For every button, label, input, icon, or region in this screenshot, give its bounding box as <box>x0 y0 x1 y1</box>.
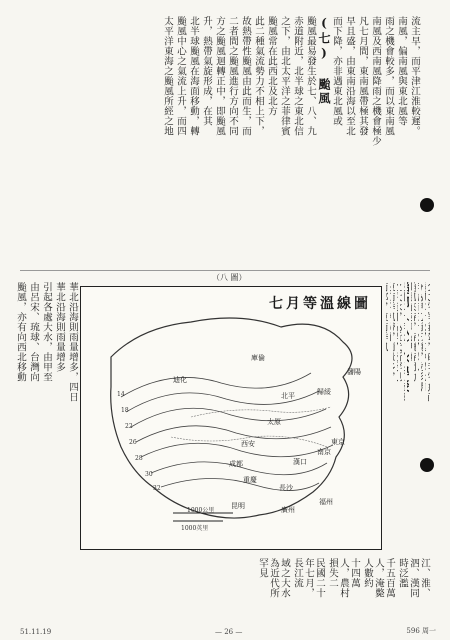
text-column: 颱風中心之氣流上升，而四 <box>175 16 186 136</box>
city-label: 太原 <box>267 418 281 426</box>
text-column <box>404 282 406 552</box>
city-label: 福州 <box>319 498 333 506</box>
bottom-text-block <box>60 558 430 602</box>
figure-label: （八 圖） <box>212 273 247 282</box>
isotherm-label: 14 <box>117 391 125 398</box>
upper-text-block <box>30 16 420 264</box>
city-label: 長沙 <box>279 484 293 492</box>
text-column <box>421 282 423 552</box>
city-label: 瀋陽 <box>347 368 361 376</box>
text-column: 華北沿海則雨量增多，四日 <box>67 282 78 402</box>
text-column: 凡七月間，東南風帶極其發 <box>357 16 368 136</box>
text-column: 華北沿海則雨量增多 <box>54 282 65 372</box>
city-label: 廣州 <box>281 506 295 514</box>
isotherm-label: 22 <box>125 423 133 430</box>
city-label: 昆明 <box>231 502 245 510</box>
text-column: 北半球颱風在海面移動，轉 <box>188 16 199 136</box>
text-column: 故熱帶性颱風由此而生，而 <box>240 16 251 136</box>
city-label: 歸綏 <box>317 388 331 396</box>
left-text-block <box>15 282 78 552</box>
divider <box>20 270 430 271</box>
text-column <box>386 282 388 552</box>
text-column <box>400 282 402 552</box>
map-title: 七月等溫線圖 <box>269 296 371 312</box>
text-column: 十四萬人，農村損失二 <box>327 558 360 598</box>
text-column <box>425 282 427 552</box>
city-label: 成都 <box>229 460 243 468</box>
text-column <box>428 282 430 552</box>
city-label: 迪化 <box>173 376 187 384</box>
isotherm-label: 28 <box>135 455 143 462</box>
city-label: 北平 <box>281 392 295 400</box>
text-column: 民國二十年七月，長江流 <box>292 558 325 598</box>
text-column <box>418 282 420 552</box>
text-column: 此二種氣流勢力不相上下， <box>253 16 264 136</box>
text-column: 颱風最易發生於七、八、九 <box>305 16 316 136</box>
text-column: 颱風，亦有向西北移動 <box>15 282 26 382</box>
text-column: 二者間之颱風進行方向不同 <box>227 16 238 136</box>
text-column: 升，熱帶氣旋形成，在其 <box>201 16 212 126</box>
binder-hole-top <box>420 198 434 212</box>
text-column: 太平洋東海之颱風所經之地 <box>162 16 173 136</box>
isotherm-label: 32 <box>153 485 161 492</box>
text-column <box>411 282 413 552</box>
text-column: 由呂宋、琉球、台灣向 <box>28 282 39 382</box>
scale-legend: 1000公里 <box>187 507 215 514</box>
city-label: 南京 <box>317 448 331 456</box>
footer-date: 51.11.19 <box>20 628 52 636</box>
text-column: 方之颱風迴轉正中，即颱風 <box>214 16 225 136</box>
footer-mark: 596 周一 <box>406 627 436 635</box>
text-column: 而下降，亦非遇東北風或 <box>331 16 342 126</box>
city-label: 庫倫 <box>251 354 265 362</box>
footer-page-number: — 26 — <box>215 628 243 636</box>
city-label: 重慶 <box>243 476 257 484</box>
text-column <box>393 282 395 552</box>
text-column <box>390 282 392 552</box>
right-text-block <box>386 282 430 552</box>
city-label: 西安 <box>241 440 255 448</box>
text-column <box>414 282 416 552</box>
section-heading: (七) 颱風 <box>317 16 331 106</box>
text-column <box>397 282 399 552</box>
city-label: 漢口 <box>293 458 307 466</box>
text-column: 早且盛，由東南沿海以至北 <box>344 16 355 136</box>
text-column: 雨之機會較多，而以東南風 <box>383 16 394 136</box>
text-column: 赤道附近，北半球之東北信 <box>292 16 303 136</box>
text-column: 域之大水為近代所罕見 <box>257 558 290 598</box>
isotherm-label: 18 <box>121 407 129 414</box>
text-column: 南風及西南風降雨之機會極少 <box>370 16 381 146</box>
text-column: 南風，偏南風與東北風等 <box>396 16 407 126</box>
text-column: 颱風常在此西北及北方 <box>266 16 277 116</box>
scale-legend: 1000英里 <box>181 525 209 532</box>
text-column: 千五百萬人，淹斃人數約 <box>362 558 395 598</box>
text-column: 流主早，而平津江淮較遲。 <box>409 16 420 136</box>
city-label: 東京 <box>331 438 345 446</box>
text-column: 引起各處大水，由甲至 <box>41 282 52 382</box>
isotherm-label: 30 <box>145 471 153 478</box>
temperature-map <box>80 286 382 550</box>
text-column: 江、淮、泗、漢同時泛濫 <box>397 558 430 598</box>
text-column: 之下，由北太平洋之菲律賓 <box>279 16 290 136</box>
isotherm-label: 26 <box>129 439 137 446</box>
section-heading <box>407 282 409 552</box>
